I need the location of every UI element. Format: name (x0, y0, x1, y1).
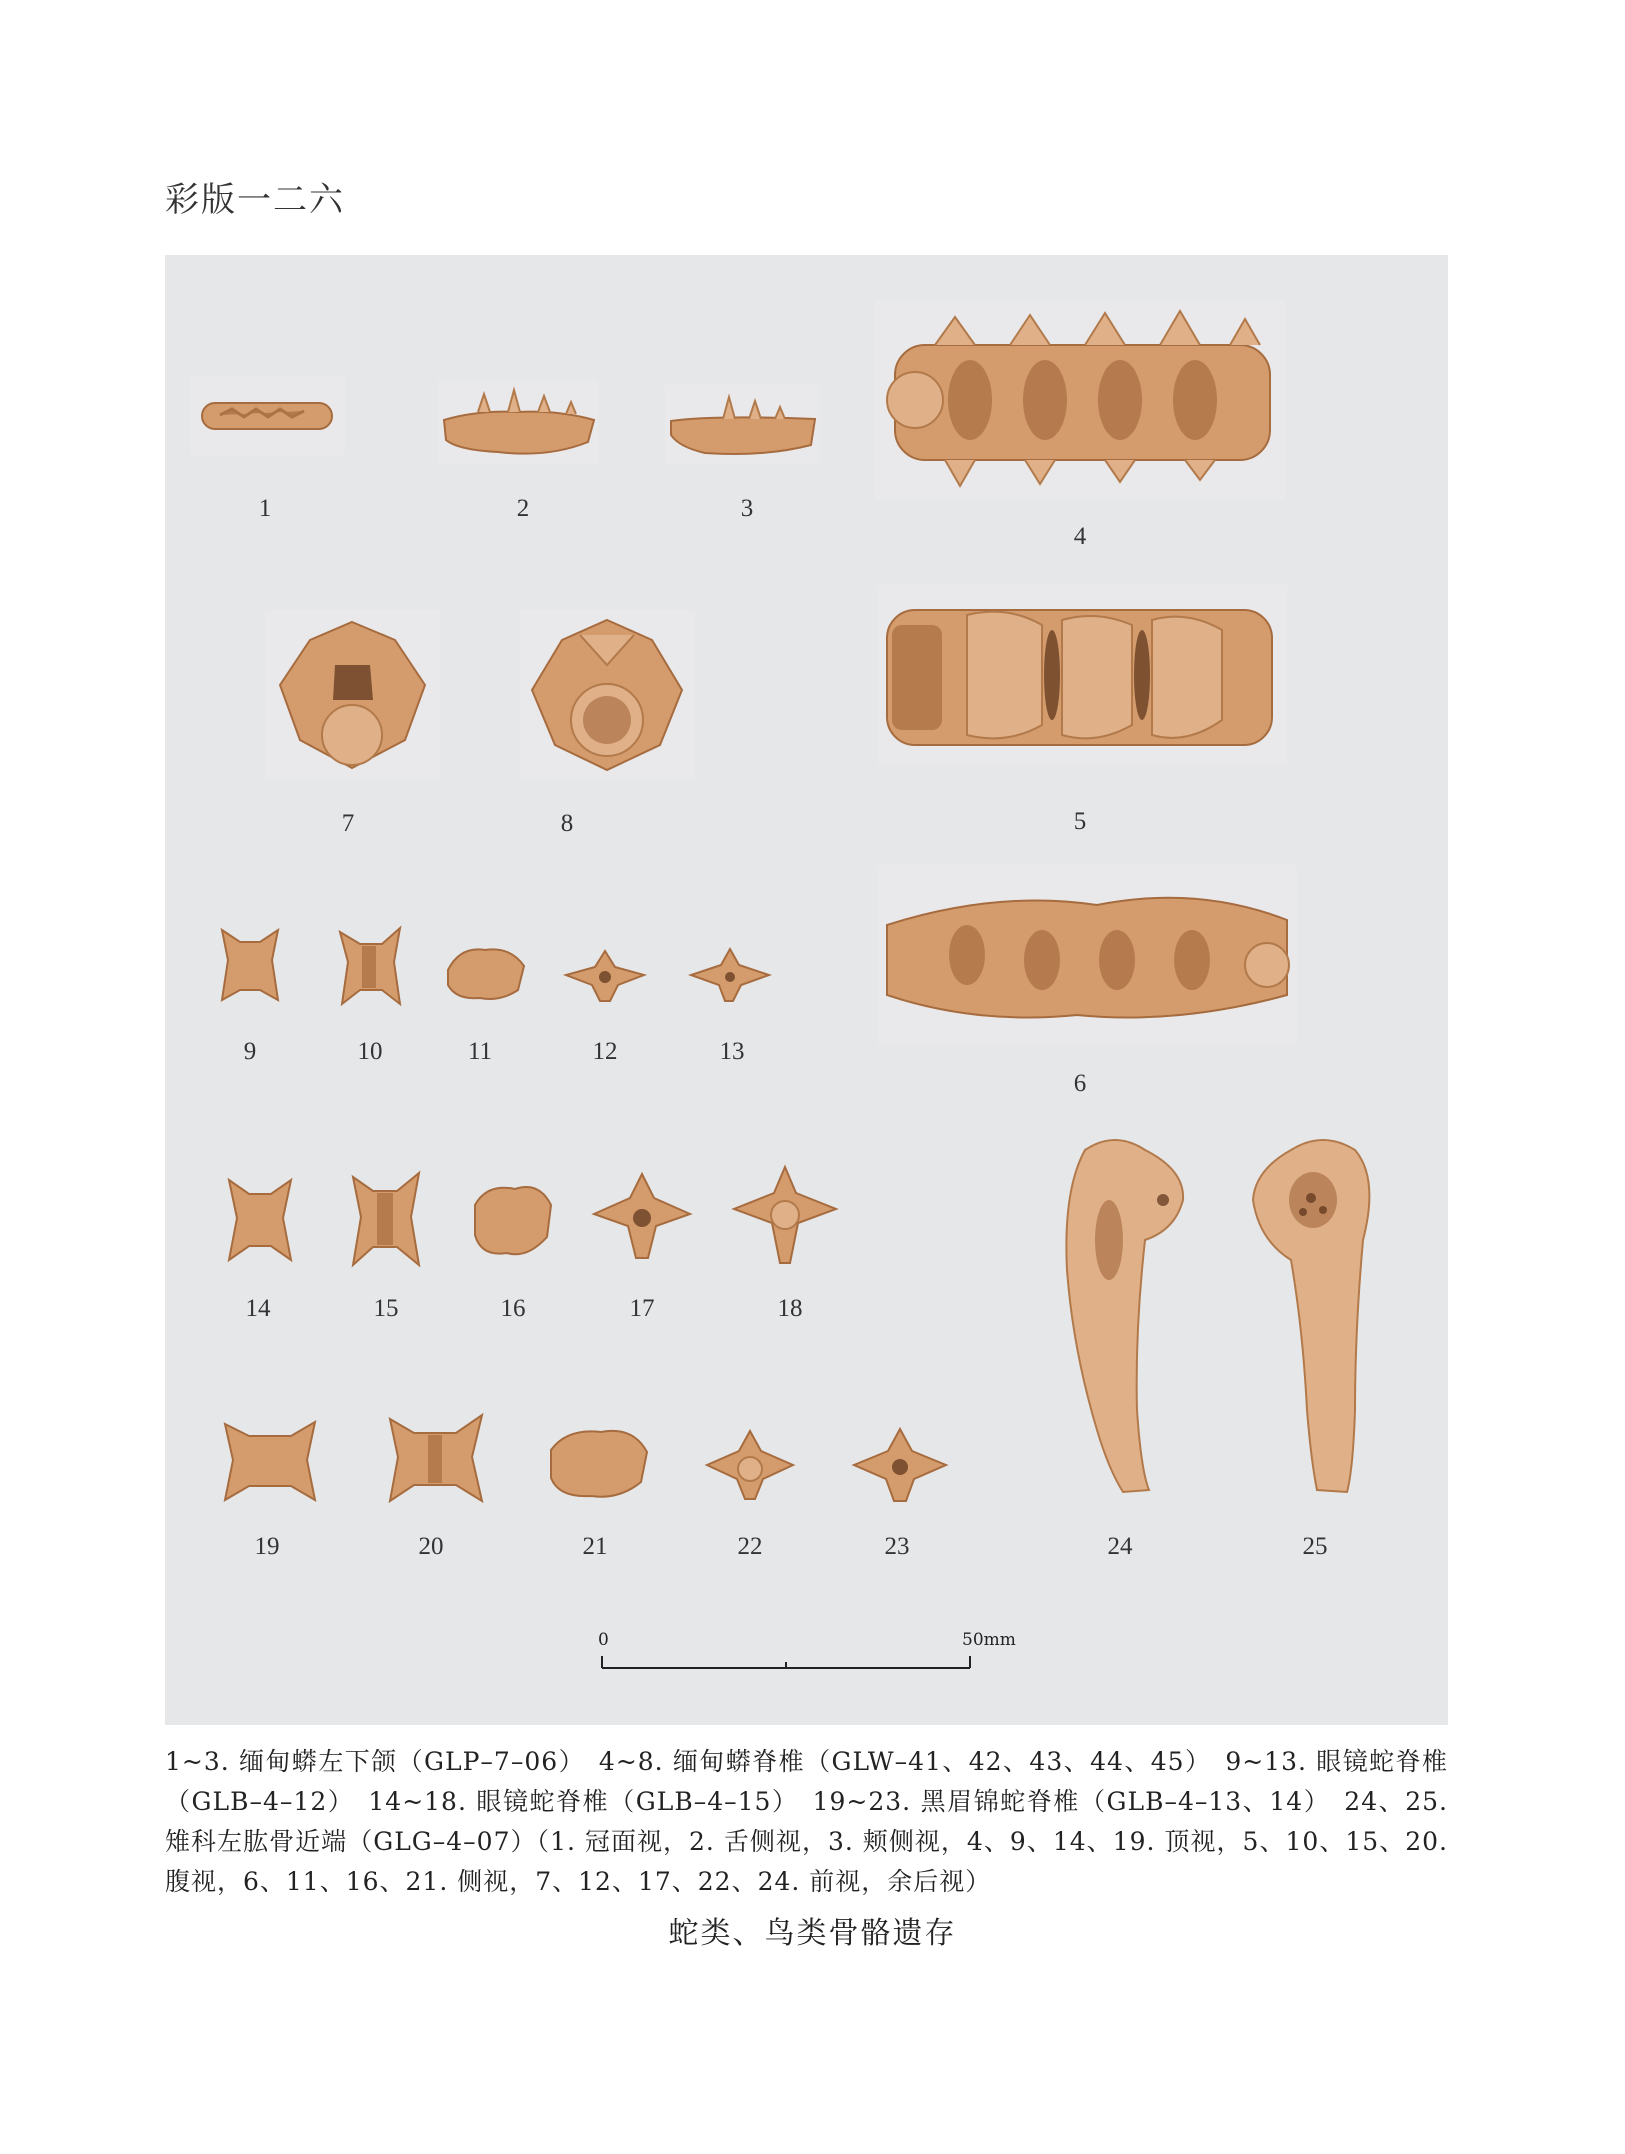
specimen-label-19: 19 (254, 1533, 280, 1560)
specimen-16-vertebra-image (465, 1175, 560, 1265)
specimen-23-vertebra-image (850, 1425, 950, 1505)
specimen-label-3: 3 (740, 495, 754, 522)
specimen-label-24: 24 (1107, 1533, 1133, 1560)
specimen-label-4: 4 (1073, 523, 1087, 550)
specimen-3-mandible-image (665, 385, 820, 465)
specimen-5-vertebral-column-image (877, 585, 1287, 765)
specimen-label-20: 20 (418, 1533, 444, 1560)
specimen-label-17: 17 (629, 1295, 655, 1322)
specimen-label-6: 6 (1073, 1070, 1087, 1097)
plate-caption: 1~3. 缅甸蟒左下颌（GLP–7–06） 4~8. 缅甸蟒脊椎（GLW–41、42、43、44、45） 9~13. 眼镜蛇脊椎（GLB–4–12） 14~18. 眼镜蛇脊椎（GLB–4–15） 19~23. 黑眉锦蛇脊椎（GLB–4–13、14） 24、25. 雉科左肱骨近端（GLG–4–07）（1. 冠面视，2. 舌侧视，3. 颊侧视，4、9、14、19. 顶视，5、10、15、20. 腹视，6、11、16、21. 侧视，7、12、17、22、24. 前视，余后视） (165, 1747, 1448, 1896)
specimen-19-vertebra-image (215, 1410, 325, 1510)
plate-subject-title: 蛇类、鸟类骨骼遗存 (668, 1916, 957, 1951)
scale-start-label: 0 (598, 1630, 609, 1650)
specimen-8-vertebra-image (520, 610, 695, 780)
specimen-10-vertebra-image (330, 920, 410, 1015)
plate-title: 彩版一二六 (165, 180, 345, 220)
specimen-label-12: 12 (592, 1038, 618, 1065)
specimen-20-vertebra-image (380, 1405, 490, 1510)
specimen-1-mandible-image (190, 375, 345, 455)
specimen-6-vertebral-column-image (877, 865, 1297, 1045)
specimen-17-vertebra-image (590, 1170, 695, 1265)
specimen-label-11: 11 (467, 1038, 493, 1065)
specimen-4-vertebral-column-image (875, 300, 1285, 500)
scale-bar-line (600, 1652, 972, 1672)
specimen-label-7: 7 (341, 810, 355, 837)
specimen-label-10: 10 (357, 1038, 383, 1065)
specimen-label-9: 9 (243, 1038, 257, 1065)
specimen-22-vertebra-image (703, 1425, 798, 1505)
scale-bar (598, 1630, 1016, 1680)
scale-end-label: 50mm (962, 1630, 1016, 1650)
specimen-label-22: 22 (737, 1533, 763, 1560)
specimen-label-21: 21 (582, 1533, 608, 1560)
specimen-label-16: 16 (500, 1295, 526, 1322)
specimen-21-vertebra-image (543, 1420, 653, 1505)
specimen-label-23: 23 (884, 1533, 910, 1560)
specimen-label-15: 15 (373, 1295, 399, 1322)
specimen-label-25: 25 (1302, 1533, 1328, 1560)
specimen-11-vertebra-image (440, 940, 530, 1005)
specimen-label-18: 18 (777, 1295, 803, 1322)
specimen-2-mandible-image (438, 380, 598, 465)
specimen-15-vertebra-image (343, 1165, 428, 1275)
specimen-14-vertebra-image (217, 1170, 302, 1270)
photo-plate (165, 255, 1448, 1725)
specimen-label-5: 5 (1073, 808, 1087, 835)
specimen-label-1: 1 (258, 495, 272, 522)
specimen-24-humerus-image (1045, 1130, 1190, 1500)
specimen-25-humerus-image (1243, 1130, 1388, 1500)
specimen-label-13: 13 (719, 1038, 745, 1065)
specimen-12-vertebra-image (560, 945, 650, 1005)
specimen-7-vertebra-image (265, 610, 440, 780)
specimen-label-14: 14 (245, 1295, 271, 1322)
specimen-9-vertebra-image (210, 920, 290, 1015)
specimen-label-8: 8 (560, 810, 574, 837)
specimen-label-2: 2 (516, 495, 530, 522)
specimen-18-vertebra-image (730, 1163, 840, 1268)
specimen-13-vertebra-image (685, 945, 775, 1005)
